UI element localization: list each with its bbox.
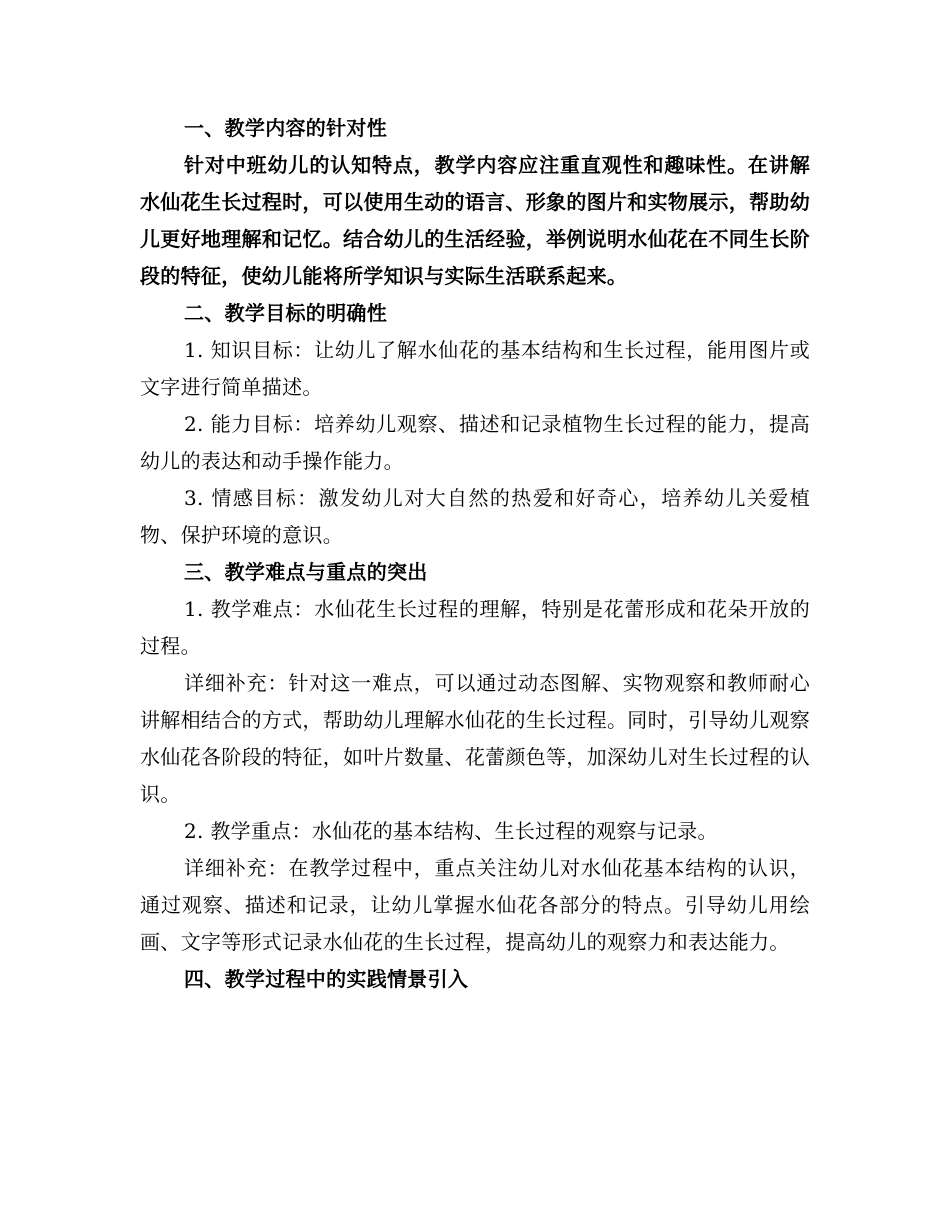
teaching-focus: 2. 教学重点：水仙花的基本结构、生长过程的观察与记录。 bbox=[184, 819, 718, 843]
teaching-difficulty-detail: 详细补充：针对这一难点，可以通过动态图解、实物观察和教师耐心讲解相结合的方式，帮助幼儿理解水仙花的生长过程。同时，引导幼儿观察水仙花各阶段的特征，如叶片数量、花蕾颜色等，加深幼儿对生长过程的认识。 bbox=[140, 671, 810, 806]
section-3-heading: 三、教学难点与重点的突出 bbox=[184, 560, 428, 584]
document-page bbox=[140, 110, 810, 998]
emotion-goal: 3. 情感目标：激发幼儿对大自然的热爱和好奇心，培养幼儿关爱植物、保护环境的意识。 bbox=[140, 486, 810, 547]
section-1-heading: 一、教学内容的针对性 bbox=[184, 116, 387, 140]
section-4-heading: 四、教学过程中的实践情景引入 bbox=[184, 967, 469, 991]
section-2-heading: 二、教学目标的明确性 bbox=[184, 301, 387, 325]
teaching-focus-detail: 详细补充：在教学过程中，重点关注幼儿对水仙花基本结构的认识，通过观察、描述和记录，让幼儿掌握水仙花各部分的特点。引导幼儿用绘画、文字等形式记录水仙花的生长过程，提高幼儿的观察力和表达能力。 bbox=[140, 856, 810, 954]
teaching-difficulty: 1. 教学难点：水仙花生长过程的理解，特别是花蕾形成和花朵开放的过程。 bbox=[140, 597, 810, 658]
knowledge-goal: 1. 知识目标：让幼儿了解水仙花的基本结构和生长过程，能用图片或文字进行简单描述。 bbox=[140, 338, 810, 399]
ability-goal: 2. 能力目标：培养幼儿观察、描述和记录植物生长过程的能力，提高幼儿的表达和动手操作能力。 bbox=[140, 412, 810, 473]
section-1-paragraph: 针对中班幼儿的认知特点，教学内容应注重直观性和趣味性。在讲解水仙花生长过程时，可以使用生动的语言、形象的图片和实物展示，帮助幼儿更好地理解和记忆。结合幼儿的生活经验，举例说明水仙花在不同生长阶段的特征，使幼儿能将所学知识与实际生活联系起来。 bbox=[140, 153, 810, 288]
